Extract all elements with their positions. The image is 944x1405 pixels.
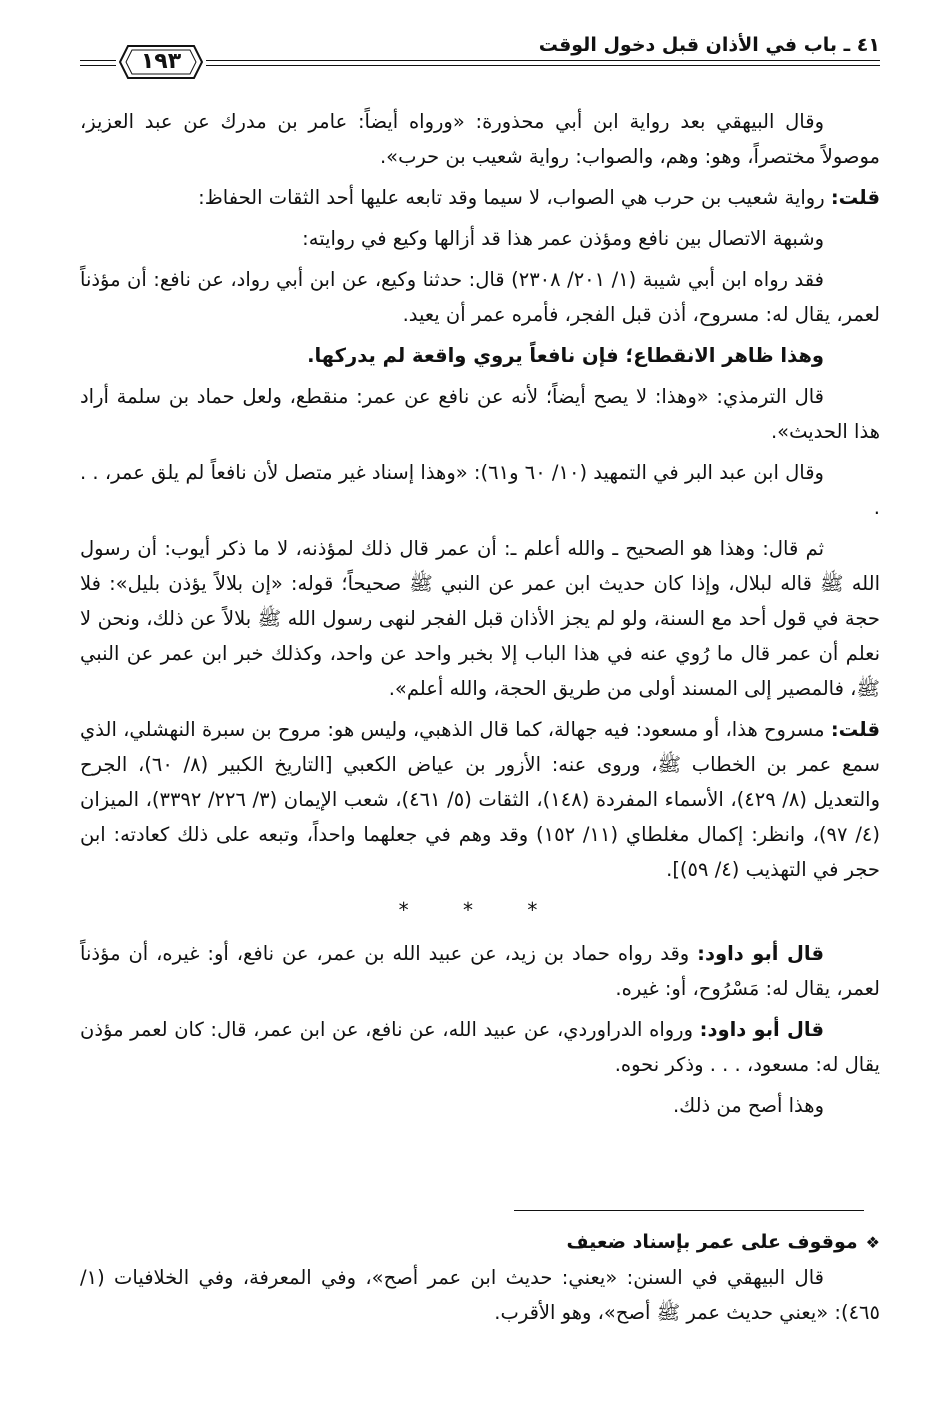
paragraph: قال الترمذي: «وهذا: لا يصح أيضاً؛ لأنه عن نافع عن عمر: منقطع، ولعل حماد بن سلمة أراد هذا الحديث».: [80, 385, 880, 443]
paragraph: قال البيهقي في السنن: «يعني: حديث ابن عمر أصح»، وفي المعرفة، وفي الخلافيات (١/ ٤٦٥): «يعني حديث عمر ﷺ أصح»، وهو الأقرب.: [80, 1266, 880, 1324]
bullet-icon: ❖: [865, 1233, 880, 1252]
lead-label: قلت:: [830, 718, 880, 741]
chapter-title: ٤١ ـ باب في الأذان قبل دخول الوقت: [538, 34, 880, 56]
page-header: [80, 30, 880, 80]
page-number-badge: [116, 42, 206, 82]
paragraph: قال أبو داود: ورواه الدراوردي، عن عبيد الله، عن نافع، عن ابن عمر، قال: كان لعمر مؤذن يقال له: مسعود، . . . وذكر نحوه.: [80, 1018, 880, 1076]
paragraph: فقد رواه ابن أبي شيبة (١/ ٢٠١/ ٢٣٠٨) قال: حدثنا وكيع، عن ابن أبي رواد، عن نافع: أن مؤذناً لعمر، يقال له: مسروح، أذن قبل الفجر، فأمره عمر أن يعيد.: [80, 268, 880, 326]
paragraph: قال أبو داود: وقد رواه حماد بن زيد، عن عبيد الله بن عمر، عن نافع، أو: غيره، أن مؤذناً لعمر، يقال له: مَسْرُوح، أو: غيره.: [80, 942, 880, 1000]
paragraph: وهذا ظاهر الانقطاع؛ فإن نافعاً يروي واقعة لم يدركها.: [307, 344, 824, 367]
section-separator: * * *: [398, 898, 562, 922]
paragraph: وشبهة الاتصال بين نافع ومؤذن عمر هذا قد أزالها وكيع في روايته:: [302, 227, 824, 250]
paragraph: ثم قال: وهذا هو الصحيح ـ والله أعلم ـ: أن عمر قال ذلك لمؤذنه، لا ما ذكر أيوب: أن رسول الله ﷺ قاله لبلال، وإذا كان حديث ابن عمر عن النبي ﷺ صحيحاً؛ قوله: «إن بلالاً يؤذن بليل»: فلا حجة في قول أحد مع السنة، ولو لم يجز الأذان قبل الفجر لنهى رسول الله ﷺ بلالاً عن ذلك، ونحن لا نعلم أن عمر قال ما رُوي عنه في هذا الباب إلا بخبر واحد عن واحد، وكذلك خبر ابن عمر عن النبي ﷺ، فالمصير إلى المسند أولى من طريق الحجة، والله أعلم».: [80, 537, 880, 700]
paragraph: قلت: مسروح هذا، أو مسعود: فيه جهالة، كما قال الذهبي، وليس هو: مروح بن سبرة النهشلي، الذي سمع عمر بن الخطاب ﷺ، وروى عنه: الأزور بن عياض الكعبي [التاريخ الكبير (٨/ ٦٠)، الجرح والتعديل (٨/ ٤٢٩)، الأسماء المفردة (١٤٨)، الثقات (٥/ ٤٦١)، شعب الإيمان (٣/ ٢٢٦/ ٣٣٩٢)، الميزان (٤/ ٩٧)، وانظر: إكمال مغلطاي (١١/ ١٥٢) وقد وهم في جعلهما واحداً، وتبعه على ذلك كعادته: ابن حجر في التهذيب (٤/ ٥٩)].: [80, 718, 881, 881]
main-text: [80, 104, 880, 1129]
footer-section: [80, 1225, 880, 1330]
section-heading: ❖موقوف على عمر بإسناد ضعيف: [80, 1225, 880, 1260]
lead-label: قلت:: [830, 186, 880, 209]
lead-label: قال أبو داود:: [699, 1018, 824, 1041]
paragraph: وقال ابن عبد البر في التمهيد (١٠/ ٦٠ و٦١): «وهذا إسناد غير متصل لأن نافعاً لم يلق عمر، . . .: [80, 461, 880, 519]
lead-label: قال أبو داود:: [697, 942, 825, 965]
paragraph: قلت: رواية شعيب بن حرب هي الصواب، لا سيما وقد تابعه عليها أحد الثقات الحفاظ:: [198, 186, 880, 209]
page-number: ١٩٣: [140, 49, 182, 74]
paragraph: وهذا أصح من ذلك.: [672, 1094, 824, 1117]
paragraph: وقال البيهقي بعد رواية ابن أبي محذورة: «ورواه أيضاً: عامر بن مدرك عن عبد العزيز، موصولاً مختصراً، وهو: وهم، والصواب: رواية شعيب بن حرب».: [80, 110, 880, 168]
footer-rule: [514, 1210, 864, 1211]
